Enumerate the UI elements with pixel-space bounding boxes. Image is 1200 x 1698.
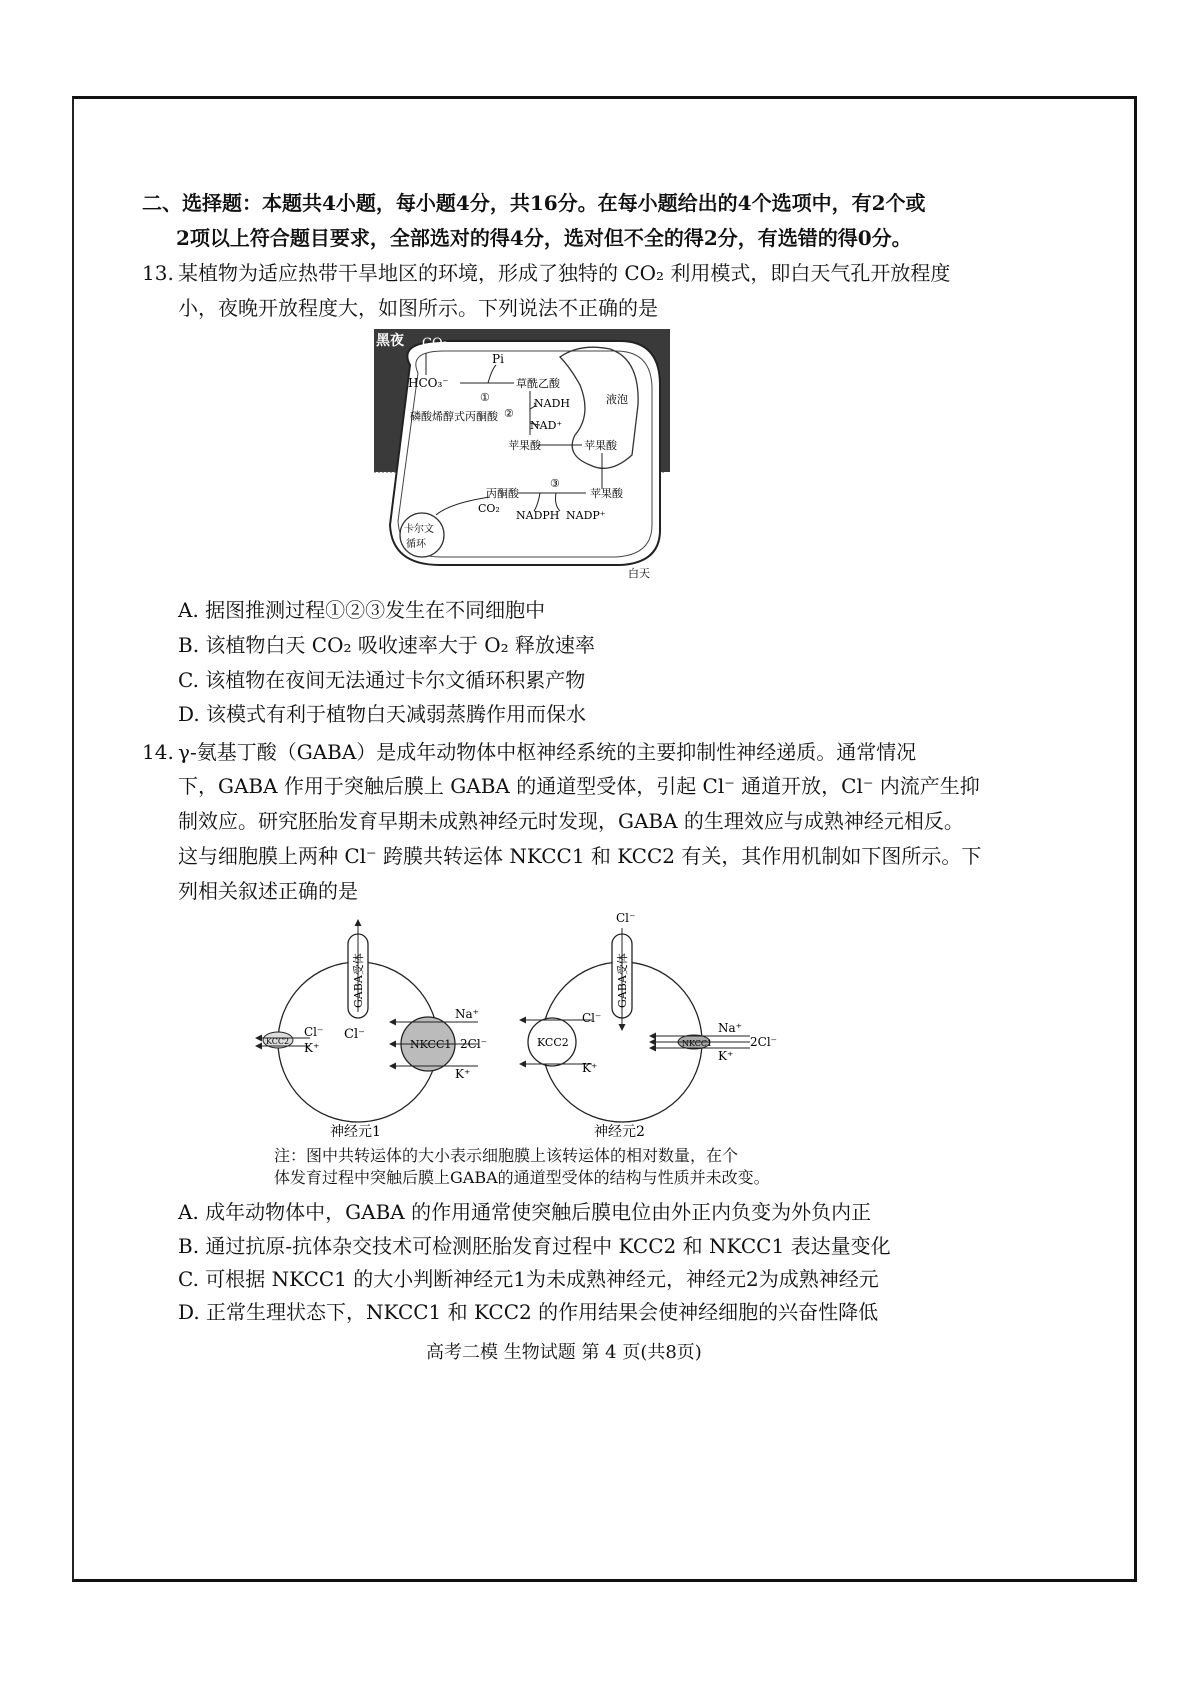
q14-option-d: D. 正常生理状态下，NKCC1 和 KCC2 的作用结果会使神经细胞的兴奋性降低 bbox=[178, 1300, 879, 1324]
neuron2-label: 神经元2 bbox=[594, 1124, 645, 1140]
q14-figure-note-line1: 注：图中共转运体的大小表示细胞膜上该转运体的相对数量，在个 bbox=[274, 1146, 739, 1165]
neuron2-2cl-label: 2Cl⁻ bbox=[750, 1035, 777, 1049]
neuron2-cl-top-label: Cl⁻ bbox=[616, 911, 636, 925]
q14-option-b: B. 通过抗原-抗体杂交技术可检测胚胎发育过程中 KCC2 和 NKCC1 表达量变化 bbox=[178, 1234, 891, 1258]
calvin-label-2: 循环 bbox=[406, 539, 426, 550]
neuron1-cl-label: Cl⁻ bbox=[344, 1027, 365, 1042]
hco3-label: HCO₃⁻ bbox=[408, 376, 449, 390]
section-heading-line2: 2项以上符合题目要求，全部选对的得4分，选对但不全的得2分，有选错的得0分。 bbox=[176, 226, 912, 250]
page-footer: 高考二模 生物试题 第 4 页(共8页) bbox=[426, 1342, 702, 1363]
neuron2-nkcc1-label: NKCC1 bbox=[682, 1039, 713, 1048]
q14-figure-note-line2: 体发育过程中突触后膜上GABA的通道型受体的结构与性质并未改变。 bbox=[274, 1168, 770, 1187]
q13-option-d: D. 该模式有利于植物白天减弱蒸腾作用而保水 bbox=[178, 702, 587, 726]
q14-stem-line4: 这与细胞膜上两种 Cl⁻ 跨膜共转运体 NKCC1 和 KCC2 有关，其作用机制如下图所示。下 bbox=[178, 844, 982, 868]
cam-diagram bbox=[370, 325, 670, 580]
neuron2-kcc2-cl-label: Cl⁻ bbox=[582, 1011, 602, 1025]
neuron1-na-label: Na⁺ bbox=[455, 1007, 479, 1021]
nad-label: NAD⁺ bbox=[530, 419, 563, 432]
q13-stem-line1: 某植物为适应热带干旱地区的环境，形成了独特的 CO₂ 利用模式，即白天气孔开放程度 bbox=[178, 261, 951, 285]
q14-stem-line1: γ-氨基丁酸（GABA）是成年动物体中枢神经系统的主要抑制性神经递质。通常情况 bbox=[178, 740, 917, 764]
calvin-cycle-circle bbox=[400, 513, 444, 557]
night-label: 黑夜 bbox=[376, 333, 404, 349]
pyruvate-label: 丙酮酸 bbox=[486, 487, 519, 500]
co2-top-label: CO₂ bbox=[422, 336, 448, 351]
neuron2-kcc2-k-label: K⁺ bbox=[582, 1061, 598, 1075]
vacuole-label: 液泡 bbox=[606, 393, 628, 406]
neuron1-label: 神经元1 bbox=[330, 1124, 381, 1140]
section-heading-line1: 二、选择题：本题共4小题，每小题4分，共16分。在每小题给出的4个选项中，有2个或 bbox=[142, 191, 926, 215]
neuron1-nkcc1-label: NKCC1 bbox=[410, 1038, 452, 1051]
nadh-label: NADH bbox=[534, 397, 570, 410]
q13-option-b: B. 该植物白天 CO₂ 吸收速率大于 O₂ 释放速率 bbox=[178, 633, 595, 657]
neuron-diagram bbox=[250, 900, 810, 1140]
step2-label: ② bbox=[504, 407, 514, 420]
neuron2-k-label: K⁺ bbox=[718, 1049, 734, 1063]
day-label: 白天 bbox=[628, 567, 650, 580]
neuron2-kcc2-label: KCC2 bbox=[537, 1036, 569, 1049]
calvin-label-1: 卡尔文 bbox=[404, 524, 434, 535]
neuron1-kcc2-label: KCC2 bbox=[266, 1037, 290, 1046]
oaa-label: 草酰乙酸 bbox=[516, 377, 560, 390]
neuron1-kcc2-k-label: K⁺ bbox=[304, 1041, 320, 1055]
pi-label: Pi bbox=[492, 352, 504, 366]
neuron1-receptor-label: GABA受体 bbox=[352, 953, 365, 1008]
neuron1-kcc2-cl-label: Cl⁻ bbox=[304, 1025, 324, 1039]
neuron1-2cl-label: 2Cl⁻ bbox=[460, 1037, 487, 1051]
malate-day-label: 苹果酸 bbox=[590, 487, 623, 500]
q14-stem-line3: 制效应。研究胚胎发育早期未成熟神经元时发现，GABA 的生理效应与成熟神经元相反。 bbox=[178, 809, 964, 833]
q14-number: 14. bbox=[142, 740, 174, 764]
q14-option-c: C. 可根据 NKCC1 的大小判断神经元1为未成熟神经元，神经元2为成熟神经元 bbox=[178, 1267, 879, 1291]
co2-bottom-label: CO₂ bbox=[478, 502, 500, 515]
q13-stem-line2: 小，夜晚开放程度大，如图所示。下列说法不正确的是 bbox=[178, 296, 658, 320]
q13-option-a: A. 据图推测过程①②③发生在不同细胞中 bbox=[178, 598, 546, 622]
neuron2-na-label: Na⁺ bbox=[718, 1021, 742, 1035]
q14-stem-line5: 列相关叙述正确的是 bbox=[178, 879, 358, 903]
q13-number: 13. bbox=[142, 261, 174, 285]
q14-stem-line2: 下，GABA 作用于突触后膜上 GABA 的通道型受体，引起 Cl⁻ 通道开放，Cl⁻ 内流产生抑 bbox=[178, 774, 980, 798]
nadph-label: NADPH bbox=[516, 509, 560, 522]
step1-label: ① bbox=[480, 391, 490, 404]
neuron1-k-in-label: K⁺ bbox=[455, 1067, 471, 1081]
step3-label: ③ bbox=[550, 477, 560, 490]
q14-option-a: A. 成年动物体中，GABA 的作用通常使突触后膜电位由外正内负变为外负内正 bbox=[178, 1200, 872, 1224]
q13-option-c: C. 该植物在夜间无法通过卡尔文循环积累产物 bbox=[178, 668, 586, 692]
malate-cytosol-label: 苹果酸 bbox=[508, 439, 541, 452]
pep-label: 磷酸烯醇式丙酮酸 bbox=[410, 410, 498, 423]
nadp-label: NADP⁺ bbox=[566, 509, 606, 522]
neuron2-receptor-label: GABA受体 bbox=[616, 953, 629, 1008]
malate-vacuole-label: 苹果酸 bbox=[584, 439, 617, 452]
